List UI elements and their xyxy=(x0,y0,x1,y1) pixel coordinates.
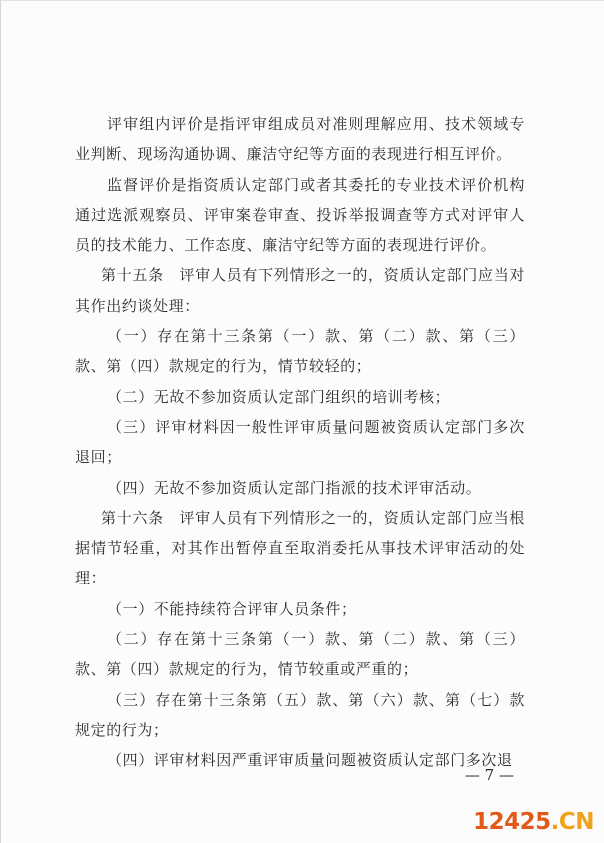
page-number: — 7 — xyxy=(464,766,514,784)
watermark-domain: .CN xyxy=(550,809,594,835)
article-16-item-3: （三）存在第十三条第（五）款、第（六）款、第（七）款规定的行为； xyxy=(75,690,525,739)
article-15: 第十五条 评审人员有下列情形之一的，资质认定部门应当对其作出约谈处理： xyxy=(75,266,525,315)
article-15-item-2: （二）无故不参加资质认定部门组织的培训考核； xyxy=(107,387,451,406)
paragraph-internal-evaluation: 评审组内评价是指评审组成员对准则理解应用、技术领域专业判断、现场沟通协调、廉洁守纪等方面的表现进行相互评价。 xyxy=(75,115,525,164)
article-16: 第十六条 评审人员有下列情形之一的，资质认定部门应当根据情节轻重，对其作出暂停直至取消委托从事技术评审活动的处理： xyxy=(75,508,525,588)
article-15-item-3: （三）评审材料因一般性评审质量问题被资质认定部门多次退回； xyxy=(75,417,525,467)
site-watermark xyxy=(473,809,594,835)
body-text xyxy=(75,109,525,776)
article-16-item-1: （一）不能持续符合评审人员条件； xyxy=(107,599,357,618)
article-16-item-2: （二）存在第十三条第（一）款、第（二）款、第（三）款、第（四）款规定的行为，情节较重或严重的； xyxy=(75,630,525,679)
article-15-item-4: （四）无故不参加资质认定部门指派的技术评审活动。 xyxy=(107,478,482,497)
article-15-item-1: （一）存在第十三条第（一）款、第（二）款、第（三）款、第（四）款规定的行为，情节较轻的； xyxy=(75,327,525,376)
article-16-item-4: （四）评审材料因严重评审质量问题被资质认定部门多次退 xyxy=(107,751,513,770)
watermark-digits: 12425 xyxy=(473,809,551,835)
paragraph-supervision-evaluation: 监督评价是指资质认定部门或者其委托的专业技术评价机构通过选派观察员、评审案卷审查、投诉举报调查等方式对评审人员的技术能力、工作态度、廉洁守纪等方面的表现进行评价。 xyxy=(75,175,525,255)
